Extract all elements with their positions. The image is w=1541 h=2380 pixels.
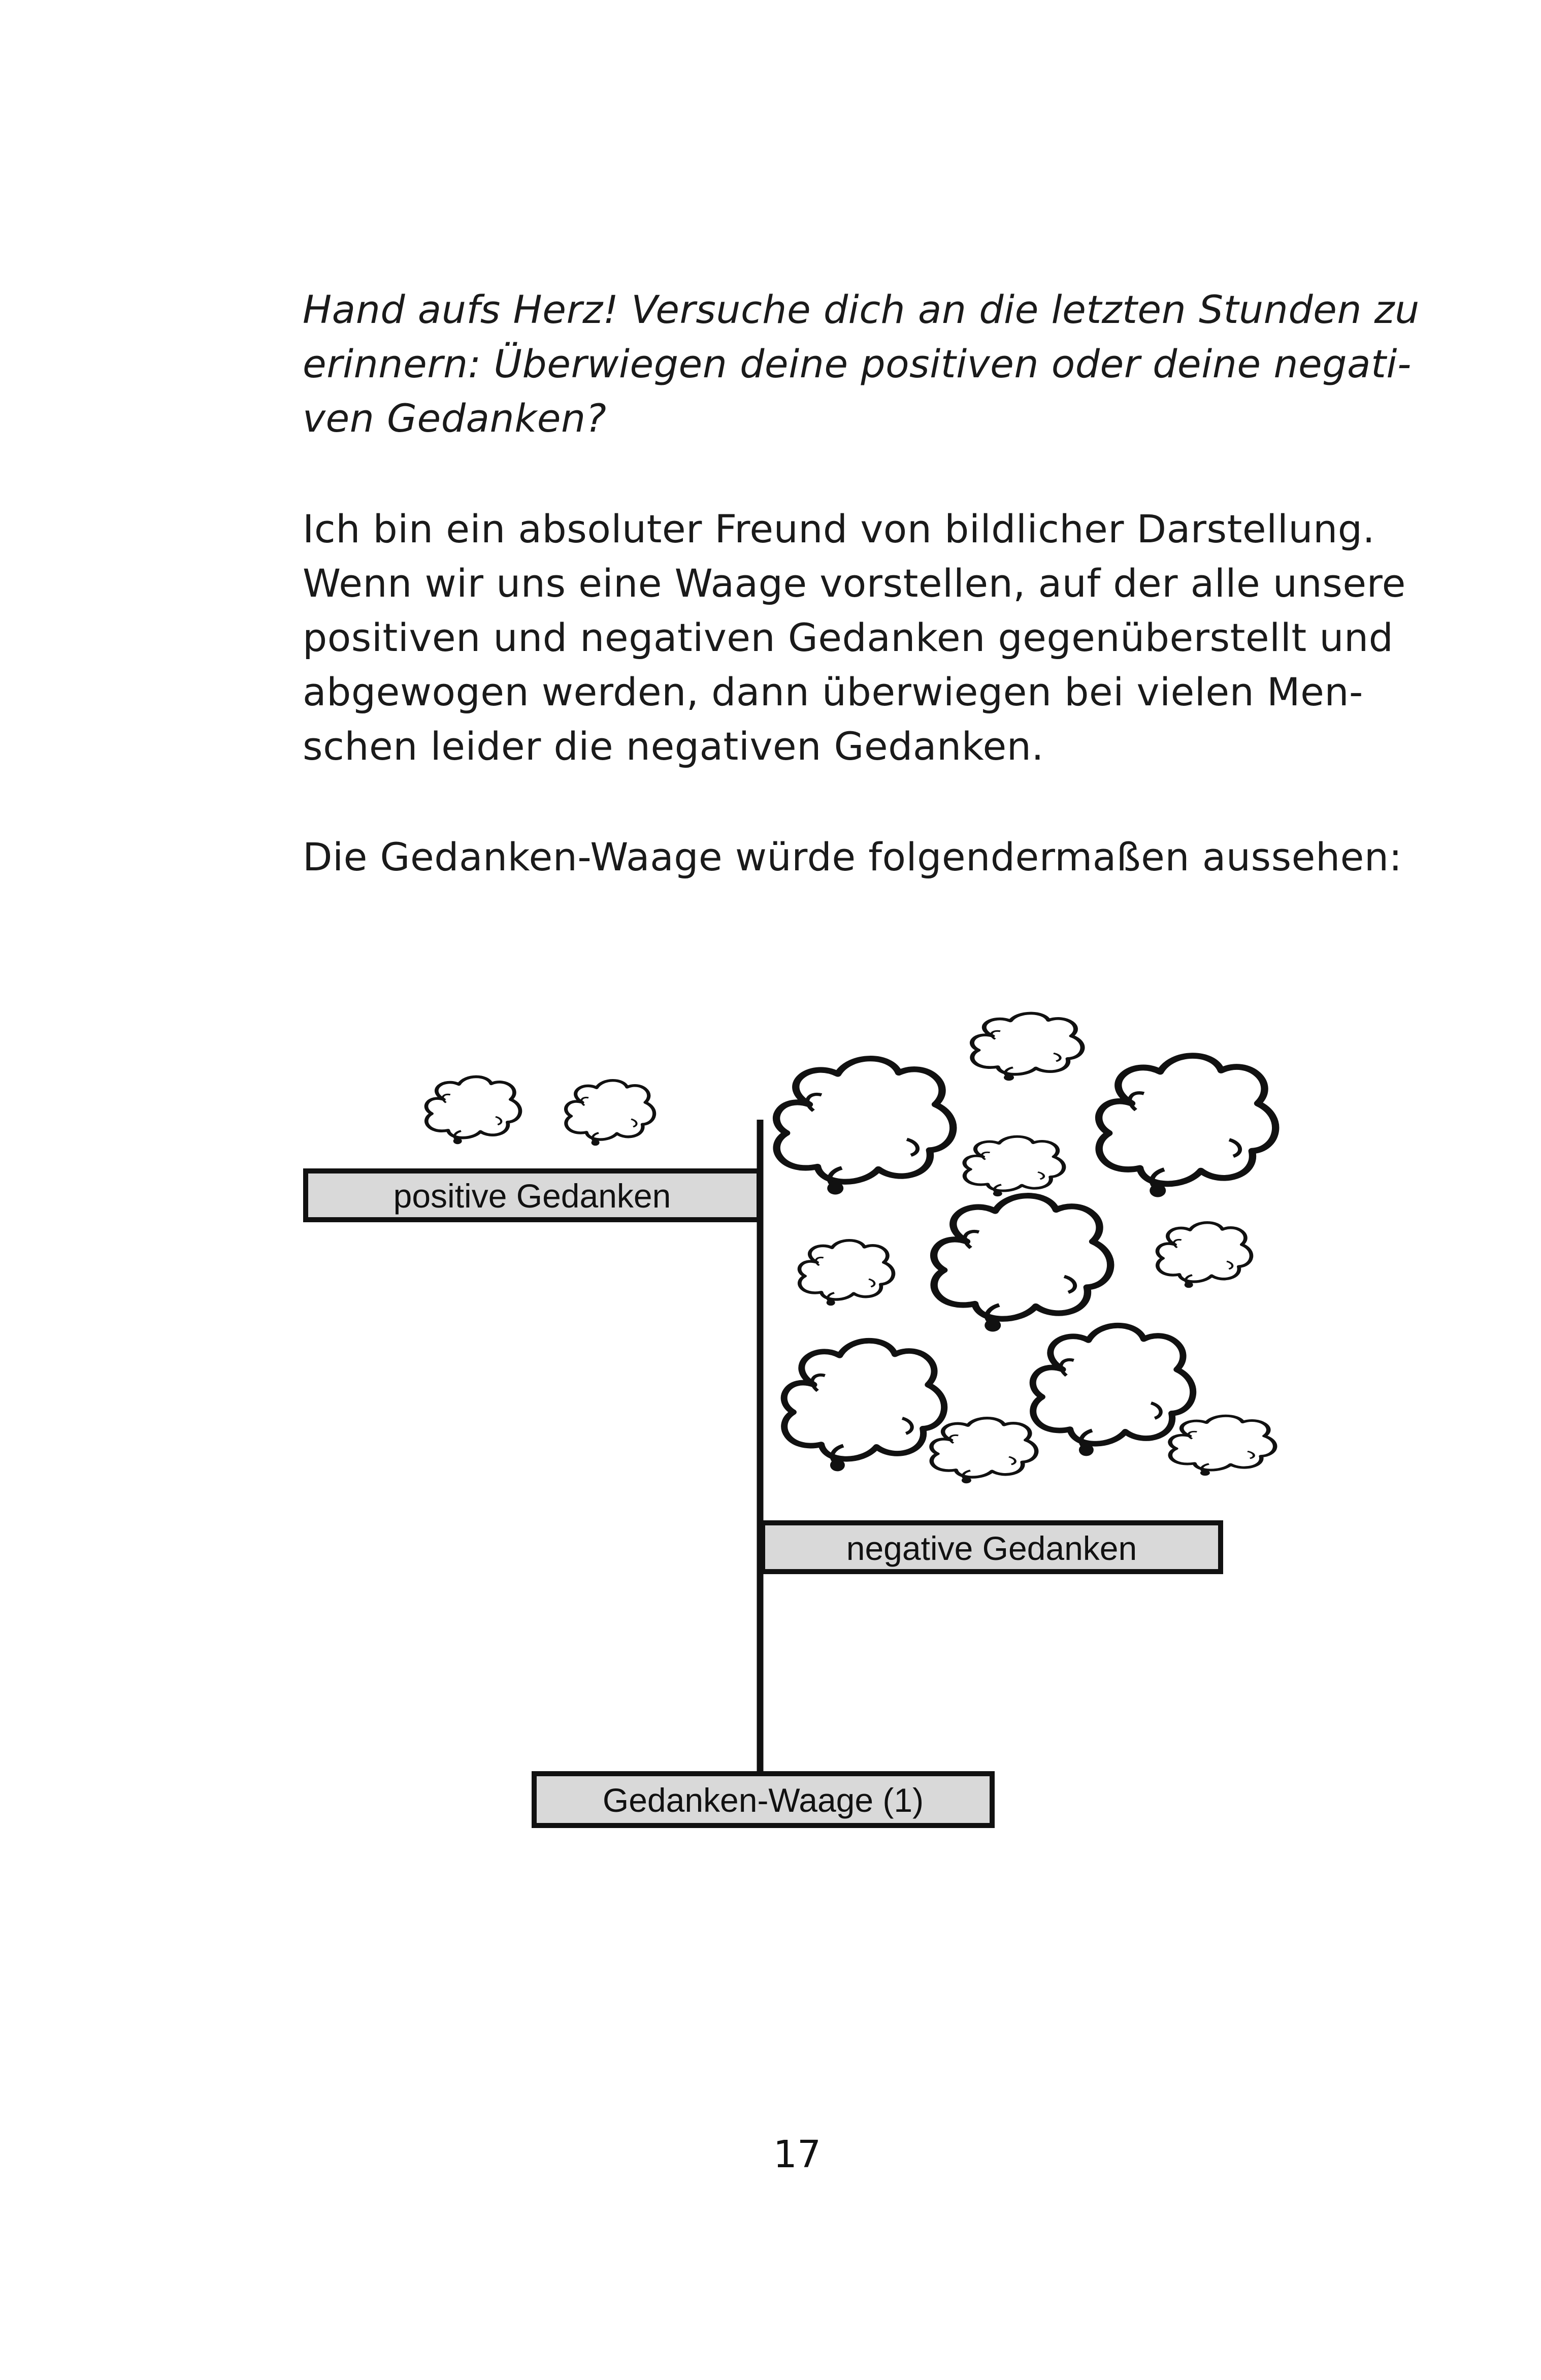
scale-base-label: Gedanken-Waage (1) (602, 1781, 924, 1819)
paragraph-line: schen leider die negativen Gedanken. (303, 724, 1044, 769)
negative-thought-cloud (1033, 1325, 1193, 1456)
negative-thought-cloud (934, 1196, 1110, 1332)
negative-thought-cloud (1158, 1223, 1252, 1288)
positive-pan (306, 1171, 759, 1220)
intro-line: erinnern: Überwiegen deine positiven oder deine negati- (303, 341, 1412, 386)
paragraph-line: abgewogen werden, dann überwiegen bei vielen Men- (303, 669, 1363, 714)
scale-base (534, 1774, 992, 1825)
negative-thought-cloud (1099, 1056, 1275, 1197)
negative-thought-cloud (784, 1341, 944, 1471)
negative-thought-cloud (972, 1013, 1083, 1081)
intro-line: Hand aufs Herz! Versuche dich an die letzten Stunden zu (303, 287, 1420, 332)
page-number: 17 (773, 2133, 822, 2176)
negative-pan (763, 1523, 1221, 1572)
paragraph-line: Ich bin ein absoluter Freund von bildlicher Darstellung. (303, 506, 1375, 551)
negative-thought-cloud (776, 1059, 953, 1195)
negative-thought-cloud (800, 1241, 894, 1306)
negative-thought-cloud (931, 1418, 1036, 1484)
positive-thought-cloud (566, 1081, 654, 1146)
intro-line: ven Gedanken? (303, 396, 607, 441)
negative-thought-cloud (1170, 1416, 1275, 1476)
paragraph-line: Wenn wir uns eine Waage vorstellen, auf der alle unsere (303, 561, 1406, 606)
negative-thought-cloud (965, 1136, 1064, 1196)
paragraph-line: positiven und negativen Gedanken gegenüberstellt und (303, 615, 1394, 660)
negative-pan-label: negative Gedanken (846, 1529, 1137, 1567)
positive-pan-label: positive Gedanken (393, 1177, 671, 1215)
positive-thought-cloud (427, 1077, 520, 1144)
paragraph-line: Die Gedanken-Waage würde folgendermaßen aussehen: (303, 834, 1402, 879)
